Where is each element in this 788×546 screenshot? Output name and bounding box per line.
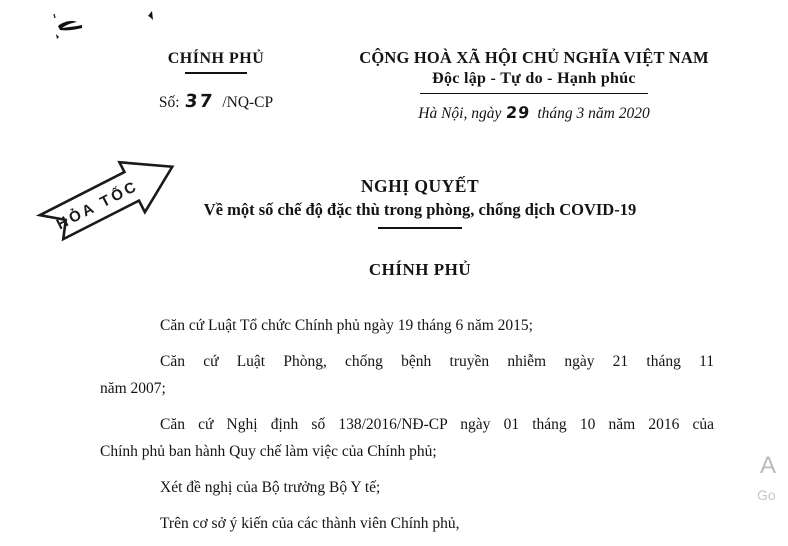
document-number-line	[140, 91, 292, 112]
document-type-heading: NGHỊ QUYẾT	[360, 176, 480, 196]
issuing-agency-underline	[185, 72, 247, 74]
title-underline	[378, 227, 462, 229]
document-subject: Về một số chế độ đặc thù trong phòng, chống dịch COVID-19	[203, 200, 637, 219]
body-line: Xét đề nghị của Bộ trưởng Bộ Y tế;	[160, 479, 381, 496]
enacting-authority-heading: CHÍNH PHỦ	[368, 260, 472, 279]
body-line: Căn cứ Luật Tổ chức Chính phủ ngày 19 tháng 6 năm 2015;	[160, 317, 533, 334]
paragraph-legal-basis-2	[100, 348, 714, 402]
issuing-agency-block	[140, 50, 292, 112]
body-line: Căn cứ Luật Phòng, chống bệnh truyền nhiễm ngày 21 tháng 11	[160, 353, 714, 370]
title-block	[105, 176, 735, 280]
body-line: năm 2007;	[100, 380, 166, 397]
body-line: Trên cơ sở ý kiến của các thành viên Chính phủ,	[160, 515, 460, 532]
document-body	[100, 312, 714, 546]
day-handwritten: 29	[505, 103, 532, 122]
document-number-label: Số:	[158, 94, 180, 111]
watermark-fragment-line2: Go	[757, 487, 776, 503]
issuing-agency-name: CHÍNH PHỦ	[167, 50, 265, 67]
document-number-suffix: /NQ-CP	[222, 94, 274, 111]
paragraph-opinions	[100, 510, 714, 537]
motto-underline	[420, 93, 648, 94]
paragraph-legal-basis-3	[100, 411, 714, 465]
paragraph-proposal	[100, 474, 714, 501]
place-date-prefix: Hà Nội, ngày	[418, 105, 502, 122]
pen-scribble	[44, 4, 174, 44]
national-motto: Độc lập - Tự do - Hạnh phúc	[432, 70, 636, 87]
urgency-stamp-label: HỎA TỐC	[53, 177, 142, 234]
watermark-fragment-line1: A	[760, 452, 777, 479]
place-date-suffix: tháng 3 năm 2020	[537, 105, 650, 122]
document-number-handwritten: 37	[184, 91, 216, 112]
body-line: Căn cứ Nghị định số 138/2016/NĐ-CP ngày 01 tháng 10 năm 2016 của	[160, 416, 714, 433]
country-name: CỘNG HOÀ XÃ HỘI CHỦ NGHĨA VIỆT NAM	[359, 48, 709, 67]
paragraph-legal-basis-1	[100, 312, 714, 339]
place-date-line	[343, 103, 725, 123]
body-line: Chính phủ ban hành Quy chế làm việc của Chính phủ;	[100, 443, 437, 460]
national-header-block	[343, 48, 725, 123]
